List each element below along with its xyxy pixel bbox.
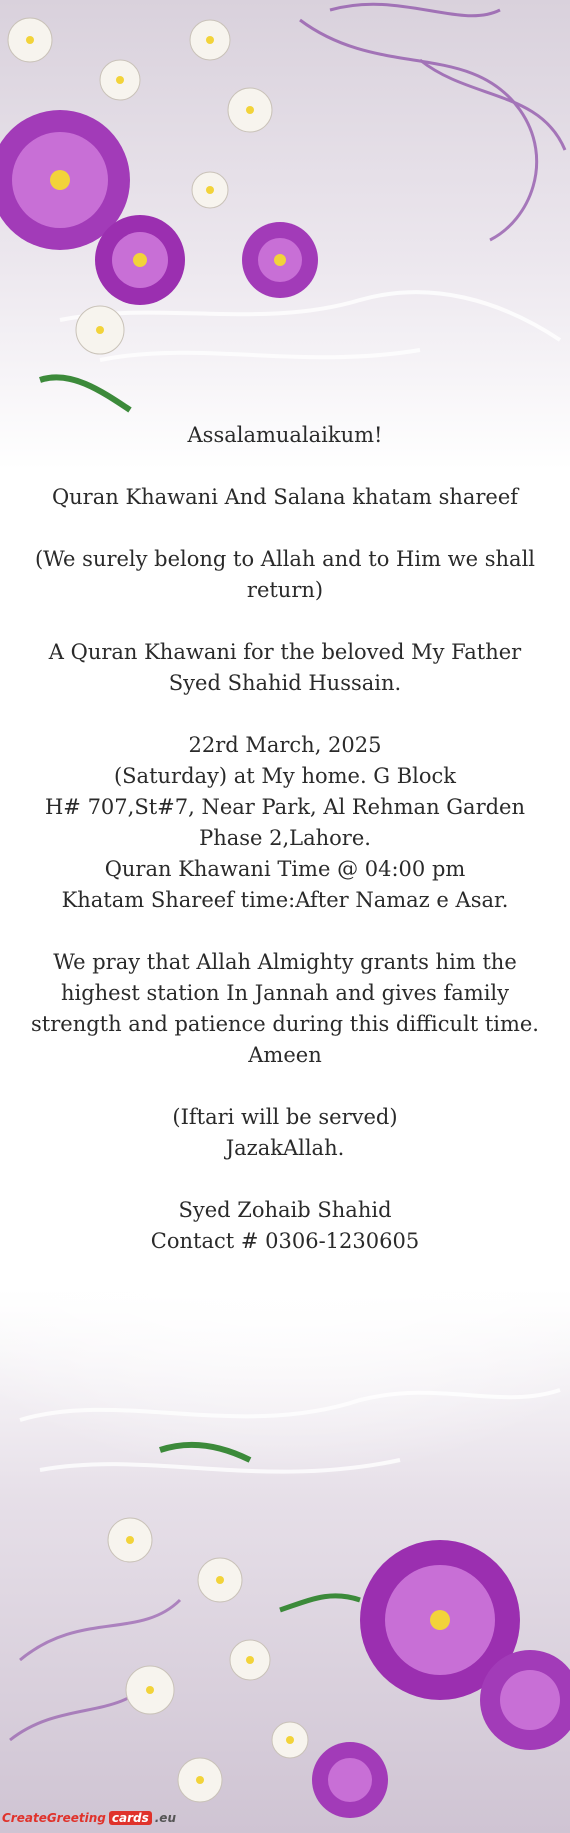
khawani-time: Quran Khawani Time @ 04:00 pm (104, 857, 466, 881)
logo-part-2: cards (109, 1811, 152, 1825)
invitation-message (20, 420, 550, 1257)
purple-flower-icon (312, 1742, 388, 1818)
host-name: Syed Zohaib Shahid (178, 1198, 392, 1222)
white-flower-icon (108, 1518, 308, 1802)
site-logo[interactable] (2, 1807, 176, 1829)
logo-part-3: .eu (154, 1811, 176, 1825)
event-date: 22rd March, 2025 (188, 733, 382, 757)
dedication: A Quran Khawani for the beloved My Father Syed Shahid Hussain. (48, 640, 522, 695)
event-address: H# 707,St#7, Near Park, Al Rehman Garden Phase 2,Lahore. (44, 795, 526, 850)
event-title: Quran Khawani And Salana khatam shareef (51, 485, 519, 509)
greeting: Assalamualaikum! (187, 423, 383, 447)
top-floral-decoration (0, 0, 570, 430)
verse: (We surely belong to Allah and to Him we shall return) (34, 547, 535, 602)
host-contact: Contact # 0306-1230605 (150, 1229, 420, 1253)
event-day-place: (Saturday) at My home. G Block (113, 764, 457, 788)
prayer: We pray that Allah Almighty grants him the highest station In Jannah and gives family strength and patience during this difficult time. Ameen (31, 950, 539, 1067)
purple-flower-icon (242, 222, 318, 298)
thanks: JazakAllah. (225, 1136, 345, 1160)
iftari-note: (Iftari will be served) (172, 1105, 398, 1129)
bottom-floral-decoration (0, 1360, 570, 1833)
logo-part-1: CreateGreeting (2, 1811, 106, 1825)
khatam-time: Khatam Shareef time:After Namaz e Asar. (61, 888, 509, 912)
purple-flower-icon (95, 215, 185, 305)
